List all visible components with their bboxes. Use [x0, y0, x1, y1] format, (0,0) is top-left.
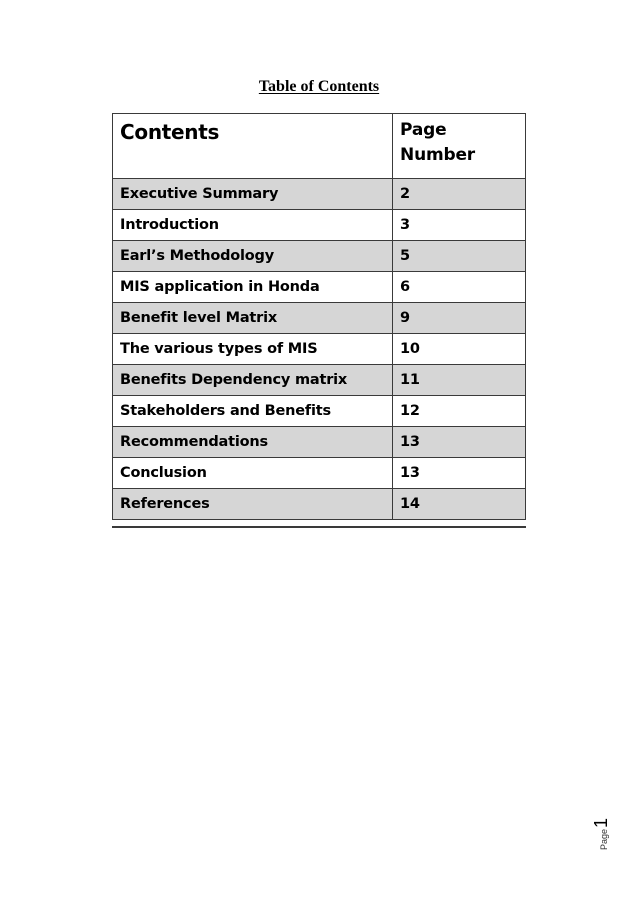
section-title: Conclusion	[113, 458, 393, 489]
section-title: Introduction	[113, 210, 393, 241]
section-page: 6	[393, 272, 526, 303]
section-page: 14	[393, 489, 526, 520]
section-title: Recommendations	[113, 427, 393, 458]
section-page: 11	[393, 365, 526, 396]
page-number-footer	[591, 819, 623, 849]
table-row	[113, 458, 526, 489]
page-number-header: Page Number	[393, 114, 526, 179]
section-page: 12	[393, 396, 526, 427]
table-row	[113, 365, 526, 396]
table-row	[113, 303, 526, 334]
page-label: Page	[599, 828, 609, 851]
section-page: 9	[393, 303, 526, 334]
section-page: 13	[393, 458, 526, 489]
contents-table	[112, 113, 526, 520]
table-header-row	[113, 114, 526, 179]
section-title: The various types of MIS	[113, 334, 393, 365]
section-page: 10	[393, 334, 526, 365]
table-row	[113, 396, 526, 427]
table-row	[113, 427, 526, 458]
section-title: Benefits Dependency matrix	[113, 365, 393, 396]
table-row	[113, 272, 526, 303]
table-row	[113, 241, 526, 272]
section-page: 3	[393, 210, 526, 241]
section-page: 5	[393, 241, 526, 272]
section-title: MIS application in Honda	[113, 272, 393, 303]
table-row	[113, 210, 526, 241]
section-page: 2	[393, 179, 526, 210]
table-row	[113, 179, 526, 210]
table-row	[113, 489, 526, 520]
table-row	[113, 334, 526, 365]
section-page: 13	[393, 427, 526, 458]
section-title: Executive Summary	[113, 179, 393, 210]
page-title	[0, 78, 638, 96]
page-title-text: Table of Contents	[258, 78, 380, 95]
contents-header: Contents	[113, 114, 393, 179]
section-title: References	[113, 489, 393, 520]
page-number: 1	[591, 817, 611, 828]
section-title: Stakeholders and Benefits	[113, 396, 393, 427]
bottom-divider	[112, 526, 526, 528]
section-title: Benefit level Matrix	[113, 303, 393, 334]
section-title: Earl’s Methodology	[113, 241, 393, 272]
